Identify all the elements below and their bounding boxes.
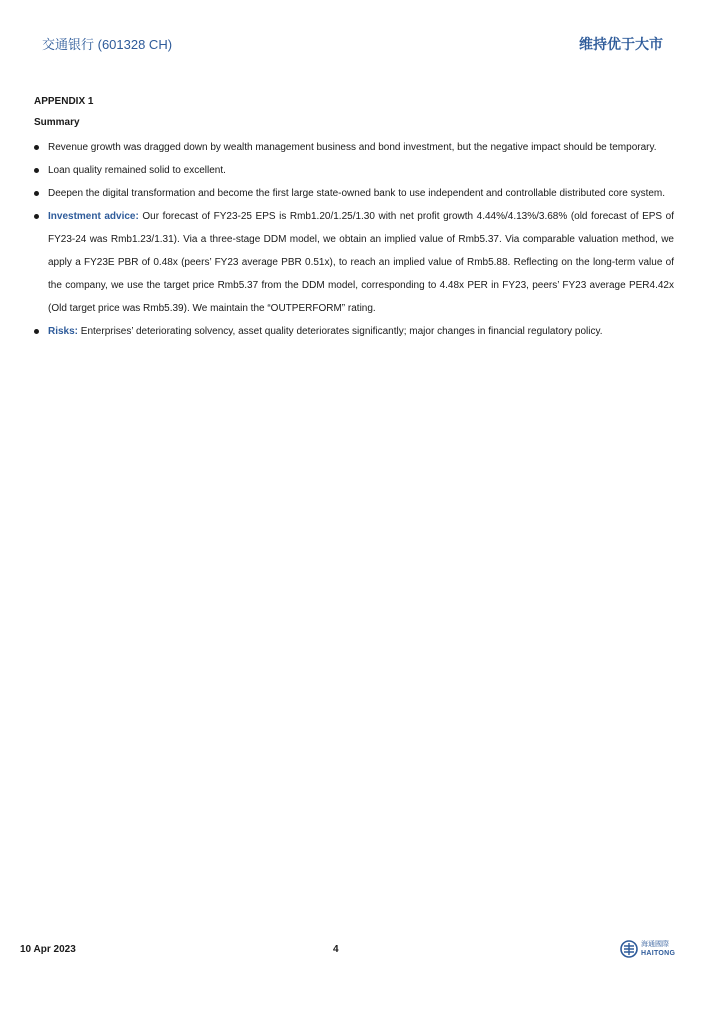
haitong-logo-icon	[620, 940, 638, 958]
bullet-icon	[34, 145, 39, 150]
bullet-text: Deepen the digital transformation and become the first large state-owned bank to use independent and controllable distributed core system.	[48, 188, 666, 199]
bullet-icon	[34, 168, 39, 173]
appendix-title: APPENDIX 1	[34, 96, 94, 107]
summary-list	[34, 136, 674, 343]
summary-bullet	[34, 182, 674, 205]
logo-en-text: HAITONG	[641, 950, 676, 957]
report-ticker-header: 交通银行 (601328 CH)	[42, 37, 173, 52]
bullet-icon	[34, 191, 39, 196]
summary-title: Summary	[34, 117, 80, 128]
risks-label: Risks:	[48, 326, 79, 337]
bullet-text: Our forecast of FY23-25 EPS is Rmb1.20/1.25/1.30 with net profit growth 4.44%/4.13%/3.68% (old forecast of EPS of FY23-24 was Rmb1.23/1.31). Via a three-stage DDM model, we obtain an implied value of Rmb5.37. Via comparable valuation method, we apply a FY23E PBR of 0.48x (peers’ FY23 average PBR 0.51x), to reach an implied value of Rmb5.88. Reflecting on the long-term value of the company, we use the target price Rmb5.37 from the DDM model, corresponding to 4.48x PER in FY23, peers’ FY23 average PER4.42x (Old target price was Rmb5.39). We maintain the “OUTPERFORM” rating.	[48, 211, 674, 314]
bullet-text: Enterprises’ deteriorating solvency, asset quality deteriorates significantly; major changes in financial regulatory policy.	[78, 326, 603, 337]
logo-cn-text: 海通國際	[641, 941, 669, 948]
summary-bullet	[34, 159, 674, 182]
bullet-text: Revenue growth was dragged down by wealth management business and bond investment, but the negative impact should be temporary.	[48, 142, 657, 153]
page-number: 4	[333, 944, 339, 955]
haitong-logo	[620, 940, 675, 958]
summary-bullet	[34, 136, 674, 159]
summary-bullet	[34, 205, 674, 320]
bullet-text: Loan quality remained solid to excellent.	[48, 165, 226, 176]
report-date: 10 Apr 2023	[20, 944, 76, 955]
summary-bullet	[34, 320, 674, 343]
report-body	[34, 96, 674, 343]
rating-header: 维持优于大市	[579, 36, 663, 52]
investment-advice-label: Investment advice:	[48, 211, 139, 222]
bullet-icon	[34, 214, 39, 219]
bullet-icon	[34, 329, 39, 334]
